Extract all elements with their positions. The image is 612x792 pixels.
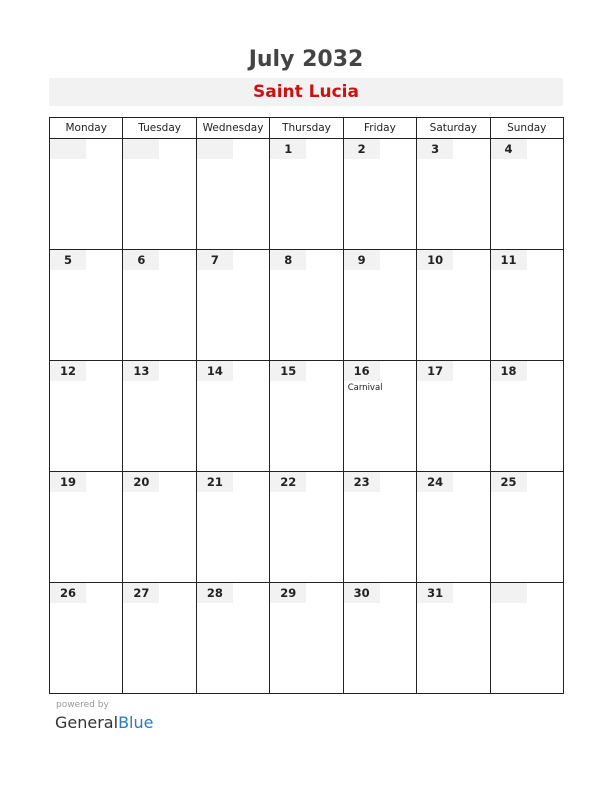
day-number: 19 <box>50 472 86 492</box>
day-cell[interactable] <box>50 583 123 694</box>
day-cell[interactable] <box>490 472 563 583</box>
day-number: 13 <box>123 361 159 381</box>
day-cell[interactable] <box>196 250 269 361</box>
day-number <box>123 139 159 159</box>
day-number: 25 <box>491 472 527 492</box>
day-cell[interactable] <box>270 139 343 250</box>
day-cell[interactable] <box>196 139 269 250</box>
day-number: 27 <box>123 583 159 603</box>
day-cell[interactable] <box>270 472 343 583</box>
day-cell[interactable] <box>270 361 343 472</box>
day-number: 4 <box>491 139 527 159</box>
day-cell[interactable] <box>50 250 123 361</box>
day-number: 31 <box>417 583 453 603</box>
day-cell[interactable] <box>196 472 269 583</box>
brand-name-general: General <box>55 713 119 732</box>
day-number <box>50 139 86 159</box>
week-row <box>50 472 564 583</box>
day-cell[interactable] <box>343 139 416 250</box>
day-cell[interactable] <box>50 139 123 250</box>
day-number: 24 <box>417 472 453 492</box>
day-number: 30 <box>344 583 380 603</box>
day-number: 1 <box>270 139 306 159</box>
day-number: 5 <box>50 250 86 270</box>
weekday-header-thursday: Thursday <box>270 118 343 139</box>
day-number: 22 <box>270 472 306 492</box>
day-number: 14 <box>197 361 233 381</box>
day-cell[interactable] <box>270 250 343 361</box>
country-name: Saint Lucia <box>252 82 359 102</box>
day-cell[interactable] <box>196 361 269 472</box>
week-row <box>50 139 564 250</box>
day-number: 20 <box>123 472 159 492</box>
weekday-header-tuesday: Tuesday <box>123 118 196 139</box>
weekday-header-friday: Friday <box>343 118 416 139</box>
day-number: 21 <box>197 472 233 492</box>
day-cell[interactable] <box>417 472 490 583</box>
day-cell[interactable] <box>343 583 416 694</box>
day-cell[interactable] <box>123 361 196 472</box>
day-number: 26 <box>50 583 86 603</box>
day-cell[interactable] <box>490 139 563 250</box>
day-number: 7 <box>197 250 233 270</box>
weekday-header-saturday: Saturday <box>417 118 490 139</box>
day-cell[interactable] <box>270 583 343 694</box>
day-cell[interactable] <box>123 472 196 583</box>
day-number: 15 <box>270 361 306 381</box>
day-number: 6 <box>123 250 159 270</box>
day-number: 17 <box>417 361 453 381</box>
day-number: 10 <box>417 250 453 270</box>
weekday-header-row <box>50 118 564 139</box>
day-cell[interactable] <box>50 361 123 472</box>
day-cell[interactable] <box>490 361 563 472</box>
day-cell[interactable] <box>417 139 490 250</box>
calendar-grid <box>49 117 564 694</box>
day-number: 16 <box>344 361 380 381</box>
powered-by-text: powered by <box>56 700 109 710</box>
day-number: 8 <box>270 250 306 270</box>
day-number: 29 <box>270 583 306 603</box>
page-title: July 2032 <box>248 47 364 72</box>
day-number: 23 <box>344 472 380 492</box>
day-number <box>197 139 233 159</box>
day-number <box>491 583 527 603</box>
day-number: 3 <box>417 139 453 159</box>
day-number: 18 <box>491 361 527 381</box>
week-row <box>50 361 564 472</box>
week-row <box>50 250 564 361</box>
day-number: 11 <box>491 250 527 270</box>
country-banner <box>49 78 563 106</box>
day-cell[interactable] <box>50 472 123 583</box>
day-cell[interactable] <box>123 250 196 361</box>
weekday-header-wednesday: Wednesday <box>196 118 269 139</box>
day-number: 12 <box>50 361 86 381</box>
day-cell[interactable] <box>196 583 269 694</box>
day-cell[interactable] <box>417 583 490 694</box>
day-cell[interactable] <box>343 472 416 583</box>
weekday-header-sunday: Sunday <box>490 118 563 139</box>
day-cell[interactable] <box>490 583 563 694</box>
day-cell[interactable] <box>343 250 416 361</box>
day-cell[interactable] <box>343 361 416 472</box>
day-number: 28 <box>197 583 233 603</box>
brand-logo[interactable] <box>55 713 153 732</box>
calendar-body <box>50 139 564 694</box>
week-row <box>50 583 564 694</box>
day-cell[interactable] <box>490 250 563 361</box>
day-number: 2 <box>344 139 380 159</box>
holiday-label: Carnival <box>347 383 383 393</box>
day-cell[interactable] <box>123 139 196 250</box>
weekday-header-monday: Monday <box>50 118 123 139</box>
day-cell[interactable] <box>417 250 490 361</box>
day-number: 9 <box>344 250 380 270</box>
brand-name-blue: Blue <box>118 713 154 732</box>
day-cell[interactable] <box>123 583 196 694</box>
day-cell[interactable] <box>417 361 490 472</box>
